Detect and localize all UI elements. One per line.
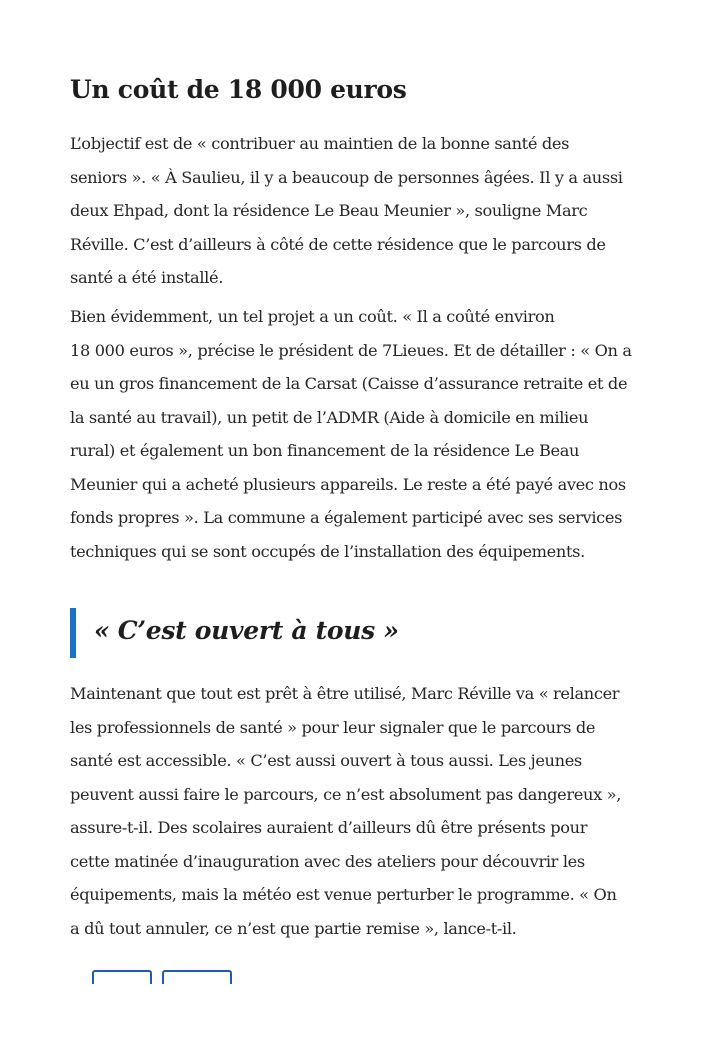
paragraph-line: rural) et également un bon financement de la résidence Le Beau	[70, 441, 580, 460]
paragraph-line: santé est accessible. « C’est aussi ouvert à tous aussi. Les jeunes	[70, 751, 582, 770]
paragraph-line: Maintenant que tout est prêt à être utilisé, Marc Réville va « relancer	[70, 684, 620, 703]
share-button[interactable]	[162, 970, 232, 984]
paragraph-line: équipements, mais la météo est venue perturber le programme. « On	[70, 885, 617, 904]
quote-accent-bar	[70, 608, 76, 658]
paragraph-line: L’objectif est de « contribuer au maintien de la bonne santé des	[70, 134, 570, 153]
paragraph-line: fonds propres ». La commune a également participé avec ses services	[70, 508, 623, 527]
paragraph-line: techniques qui se sont occupés de l’installation des équipements.	[70, 541, 585, 561]
section-title: Un coût de 18 000 euros	[70, 75, 407, 104]
pull-quote-text: « C’est ouvert à tous »	[94, 616, 399, 645]
paragraph-line: la santé au travail), un petit de l’ADMR (Aide à domicile en milieu	[70, 407, 589, 427]
share-button[interactable]	[92, 970, 152, 984]
paragraph-line: Bien évidemment, un tel projet a un coût. « Il a coûté environ	[70, 307, 555, 326]
paragraph-line: deux Ehpad, dont la résidence Le Beau Meunier », souligne Marc	[70, 201, 588, 220]
paragraph-line: eu un gros financement de la Carsat (Caisse d’assurance retraite et de	[70, 374, 628, 393]
paragraph-line: Réville. C’est d’ailleurs à côté de cette résidence que le parcours de	[70, 234, 606, 254]
paragraph-line: Meunier qui a acheté plusieurs appareils. Le reste a été payé avec nos	[70, 474, 626, 494]
paragraph-3	[70, 677, 650, 945]
paragraph-line: peuvent aussi faire le parcours, ce n’est absolument pas dangereux »,	[70, 784, 622, 804]
paragraph-2	[70, 300, 650, 568]
paragraph-line: les professionnels de santé » pour leur signaler que le parcours de	[70, 717, 596, 737]
paragraph-line: santé a été installé.	[70, 268, 224, 287]
pull-quote	[70, 608, 650, 658]
paragraph-1	[70, 127, 650, 295]
paragraph-line: seniors ». « À Saulieu, il y a beaucoup de personnes âgées. Il y a aussi	[70, 167, 623, 187]
paragraph-line: 18 000 euros », précise le président de 7Lieues. Et de détailler : « On a	[70, 340, 632, 360]
paragraph-line: a dû tout annuler, ce n’est que partie remise », lance-t-il.	[70, 918, 517, 938]
paragraph-line: assure-t-il. Des scolaires auraient d’ailleurs dû être présents pour	[70, 818, 588, 837]
paragraph-line: cette matinée d’inauguration avec des ateliers pour découvrir les	[70, 851, 585, 871]
